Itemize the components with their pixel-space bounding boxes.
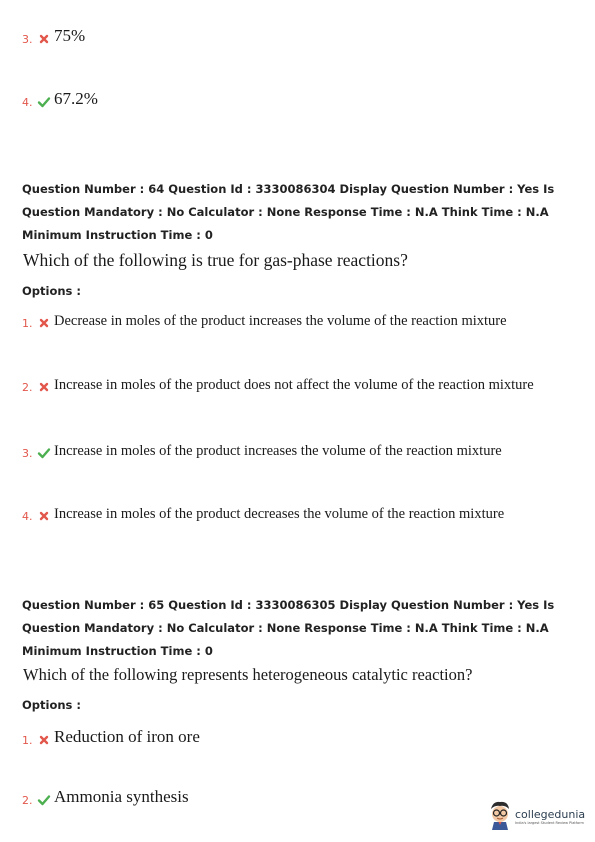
question-header: Question Number : 65 Question Id : 3330086305 Display Question Number : Yes Is Question Mandatory : No Calculator : None Response Time : N.A Think Time : N.A Minimum Instruction Time : 0 (22, 598, 555, 658)
logo-name: collegedunia (515, 808, 586, 821)
option-text: Increase in moles of the product does not affect the volume of the reaction mixture (54, 377, 534, 393)
option-number: 4. (22, 510, 33, 523)
check-icon (37, 95, 51, 109)
wrong-icon (37, 733, 51, 747)
option-text: Ammonia synthesis (54, 787, 189, 806)
option-number: 1. (22, 317, 33, 330)
option-number: 1. (22, 734, 33, 747)
option-2 (22, 787, 189, 807)
option-2 (22, 377, 534, 394)
option-text: Reduction of iron ore (54, 727, 200, 746)
option-text: 75% (54, 26, 86, 45)
wrong-icon (37, 32, 51, 46)
option-4-prev (22, 89, 98, 109)
question-header: Question Number : 64 Question Id : 3330086304 Display Question Number : Yes Is Question Mandatory : No Calculator : None Response Time : N.A Think Time : N.A Minimum Instruction Time : 0 (22, 182, 555, 242)
option-number: 3. (22, 33, 33, 46)
options-label: Options : (22, 284, 81, 298)
option-number: 2. (22, 794, 33, 807)
option-1 (22, 727, 200, 747)
collegedunia-logo (488, 800, 585, 835)
wrong-icon (37, 380, 51, 394)
option-number: 3. (22, 447, 33, 460)
question-text: Which of the following represents heterogeneous catalytic reaction? (23, 665, 473, 684)
option-3-prev (22, 26, 85, 46)
check-icon (37, 793, 51, 807)
options-label: Options : (22, 698, 81, 712)
option-1 (22, 313, 507, 330)
question-text: Which of the following is true for gas-phase reactions? (23, 250, 408, 270)
check-icon (37, 446, 51, 460)
option-text: 67.2% (54, 89, 98, 108)
option-text: Decrease in moles of the product increases the volume of the reaction mixture (54, 313, 507, 329)
mascot-icon (488, 800, 512, 835)
option-4 (22, 506, 504, 523)
option-3 (22, 443, 502, 460)
option-text: Increase in moles of the product decreases the volume of the reaction mixture (54, 506, 505, 522)
option-number: 2. (22, 381, 33, 394)
option-number: 4. (22, 96, 33, 109)
wrong-icon (37, 316, 51, 330)
option-text: Increase in moles of the product increases the volume of the reaction mixture (54, 443, 502, 459)
wrong-icon (37, 509, 51, 523)
logo-tagline: India's largest Student Review Platform (515, 821, 584, 825)
logo-text (515, 809, 585, 826)
